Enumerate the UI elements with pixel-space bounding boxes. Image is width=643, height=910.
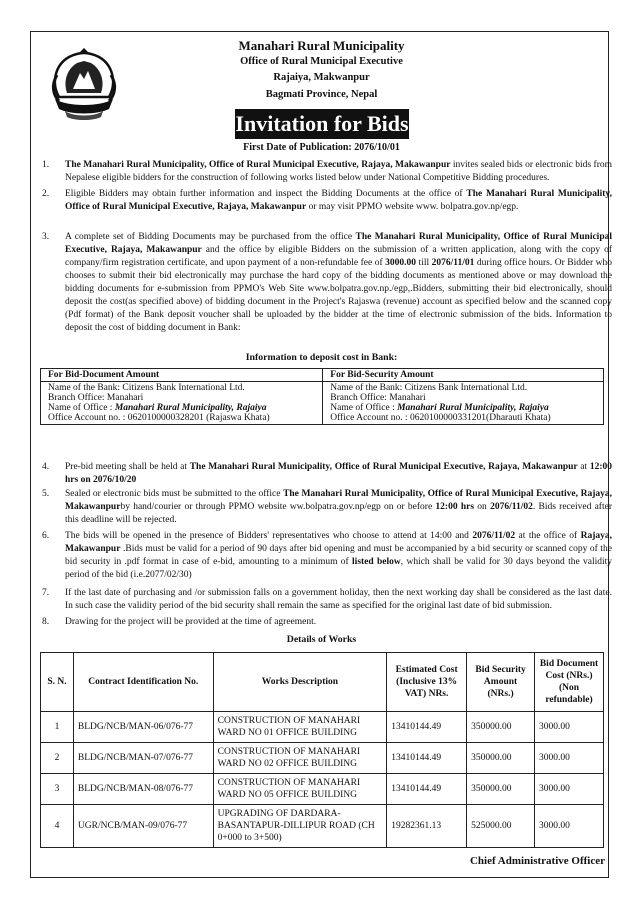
document-cost-cell: 3000.00: [535, 743, 604, 774]
description-cell: CONSTRUCTION OF MANAHARI WARD NO 01 OFFICE BUILDING: [213, 712, 387, 743]
table-row: [41, 805, 604, 848]
works-heading: Details of Works: [286, 634, 357, 645]
sn-cell: 1: [41, 712, 74, 743]
document-cost-cell: 3000.00: [535, 805, 604, 848]
estimated-cost-cell: 13410144.49: [387, 774, 467, 805]
header-sn: S. N.: [41, 653, 74, 712]
clause-text: If the last date of purchasing and /or submission falls on a government holiday, then the next working day shall be considered as the last date. In such case the validity period of the bid security shall remain the same as specified for the original last date of bid submission.: [65, 588, 612, 611]
clause-text: Pre-bid meeting shall be held at: [65, 462, 190, 472]
clause-5: [42, 488, 612, 527]
clause-bold: 3000.00: [385, 258, 417, 268]
clause-bold: Rajaya, Makawanpur: [65, 531, 612, 554]
clause-text: or may visit PPMO website www. bolpatra.gov.np/egp.: [306, 202, 519, 212]
clause-number: 1.: [42, 160, 50, 170]
bid-security-cell: 350000.00: [467, 712, 535, 743]
bid-security-cell: 350000.00: [467, 774, 535, 805]
branch-office: Branch Office: Manahari: [48, 393, 144, 403]
bid-security-amount-header: For Bid-Security Amount: [323, 369, 604, 382]
bid-security-cell: 525000.00: [467, 805, 535, 848]
office-value: Manahari Rural Municipality, Rajaiya: [114, 403, 267, 413]
bid-document-amount-header: For Bid-Document Amount: [41, 369, 323, 382]
clause-6: [42, 530, 612, 582]
contract-id-cell: BLDG/NCB/MAN-08/076-77: [73, 774, 213, 805]
clause-text: . Bids received after this deadline will be rejected.: [65, 502, 612, 525]
branch-office: Branch Office: Manahari: [330, 393, 426, 403]
account-number: Office Account no. : 0620100000331201(Dharauti Khata): [330, 413, 551, 423]
clause-bold: 2076/11/02: [490, 502, 533, 512]
bid-security-cell: 350000.00: [467, 743, 535, 774]
clause-number: 8.: [42, 617, 50, 627]
table-row: [41, 774, 604, 805]
bank-info-table: [40, 368, 604, 425]
document-cost-cell: 3000.00: [535, 774, 604, 805]
clause-number: 3.: [42, 232, 50, 242]
clause-bold: 12:00 hrs on 2076/10/20: [65, 462, 613, 485]
sn-cell: 4: [41, 805, 74, 848]
clause-text: Eligible Bidders may obtain further information and inspect the Bidding Documents at the office of: [65, 189, 467, 199]
clause-number: 5.: [42, 489, 50, 499]
office-label: Name of Office :: [330, 403, 398, 413]
description-cell: CONSTRUCTION OF MANAHARI WARD NO 05 OFFICE BUILDING: [213, 774, 387, 805]
office-value: Manahari Rural Municipality, Rajaiya: [397, 403, 549, 413]
clause-text: at: [577, 462, 590, 472]
bank-name: Name of the Bank: Citizens Bank International Ltd.: [48, 383, 245, 393]
clause-bold: 12:00 hrs: [435, 502, 475, 512]
header-contract-id: Contract Identification No.: [73, 653, 213, 712]
clause-bold: 2076/11/02: [472, 531, 516, 541]
account-number: Office Account no. : 0620100000328201 (Rajaswa Khata): [48, 413, 270, 423]
notice-title: Invitation for Bids: [235, 109, 409, 139]
document-cost-cell: 3000.00: [535, 712, 604, 743]
bank-info-heading: Information to deposit cost in Bank:: [245, 352, 398, 363]
clause-text: .Bids must be valid for a period of 90 days after bid opening and must be accompanied by a bid security or scanned copy of the bid security in .pdf format in case of e-bid, amounting to a minimum of: [65, 544, 612, 567]
clause-text: , which shall be valid for 30 days beyond the validity period of the bid (i.e.2077/02/30): [65, 557, 613, 580]
clause-number: 2.: [42, 189, 50, 199]
clause-text: during office hours. Or Bidder who chooses to submit their bid electronically may purchase the hard copy of the bidding documents as mentioned above or may download the bidding documents for e-submission from PPMO's Web Site www.bolpatra.gov.np./egp,.Bidders, submitting their bid electronically, should deposit the cost(as specified above) of bidding document in the Project's Rajaswa (revenue) account as specified below and the scanned copy (Pdf format) of the Bank deposit voucher shall be uploaded by the bidder at the time of electronic submission of the bids. Information to deposit the cost of bidding document in Bank:: [65, 258, 612, 333]
clause-bold: The Manahari Rural Municipality, Office of Rural Municipal Executive, Rajaya, Makawanpur: [65, 189, 612, 212]
clause-text: by hand/courier or through PPMO website ww.bolpatra.gov.np/egp on or before: [120, 502, 436, 512]
works-table: [40, 652, 604, 848]
clause-number: 7.: [42, 588, 50, 598]
province-name: Bagmati Province, Nepal: [265, 89, 378, 100]
bid-document-bank-cell: [41, 382, 323, 425]
clause-number: 6.: [42, 531, 50, 541]
clause-8: [42, 616, 612, 629]
estimated-cost-cell: 19282361.13: [387, 805, 467, 848]
description-cell: CONSTRUCTION OF MANAHARI WARD NO 02 OFFICE BUILDING: [213, 743, 387, 774]
office-location: Rajaiya, Makwanpur: [273, 72, 370, 83]
office-label: Name of Office :: [48, 403, 115, 413]
works-header-row: [41, 653, 604, 712]
table-row: [41, 712, 604, 743]
clause-3: [42, 231, 612, 335]
sn-cell: 3: [41, 774, 74, 805]
clause-number: 4.: [42, 462, 50, 472]
contract-id-cell: BLDG/NCB/MAN-06/076-77: [73, 712, 213, 743]
bank-name: Name of the Bank: Citizens Bank International Ltd.: [330, 383, 528, 393]
clause-text: Drawing for the project will be provided at the time of agreement.: [65, 617, 317, 627]
contract-id-cell: BLDG/NCB/MAN-07/076-77: [73, 743, 213, 774]
clause-bold: 2076/11/01: [431, 258, 475, 268]
clause-text: invites sealed bids or electronic bids from Nepalese eligible bidders for the construction of following works listed below under National Competitive Bidding procedures.: [65, 160, 613, 183]
estimated-cost-cell: 13410144.49: [387, 743, 467, 774]
header-estimated-cost: Estimated Cost (Inclusive 13% VAT) NRs.: [387, 653, 467, 712]
office-name-line: [330, 403, 596, 413]
contract-id-cell: UGR/NCB/MAN-09/076-77: [73, 805, 213, 848]
clause-7: [42, 587, 612, 613]
clause-2: [42, 188, 612, 214]
clause-text: at the office of: [515, 531, 581, 541]
clause-1: [42, 159, 612, 185]
signatory-title: Chief Administrative Officer: [469, 855, 605, 867]
header-bid-security: Bid Security Amount (NRs.): [467, 653, 535, 712]
clause-text: Sealed or electronic bids must be submitted to the office: [65, 489, 284, 499]
estimated-cost-cell: 13410144.49: [387, 712, 467, 743]
sn-cell: 2: [41, 743, 74, 774]
clause-bold: The Manahari Rural Municipality, Office of Rural Municipal Executive, Rajaya, Makawanpur: [65, 160, 451, 170]
office-name-line: [48, 403, 315, 413]
table-row: [41, 743, 604, 774]
clause-4: [42, 461, 612, 487]
clause-bold: The Manahari Rural Municipality, Office of Rural Municipal Executive, Rajaya, Makawanpur: [189, 462, 578, 472]
bid-security-bank-cell: [323, 382, 604, 425]
clause-text: till: [416, 258, 432, 268]
publication-date: First Date of Publication: 2076/10/01: [243, 142, 400, 153]
clause-text: on: [474, 502, 491, 512]
clause-text: A complete set of Bidding Documents may be purchased from the office: [65, 232, 356, 242]
municipality-name: Manahari Rural Municipality: [238, 38, 405, 53]
header-works-description: Works Description: [213, 653, 387, 712]
clause-bold: The Manahari Rural Municipality, Office of Rural Municipal Executive, Rajaya, Makawanpur: [65, 489, 612, 512]
description-cell: UPGRADING OF DARDARA-BASANTAPUR-DILLIPUR ROAD (CH 0+000 to 3+500): [213, 805, 387, 848]
office-name: Office of Rural Municipal Executive: [240, 56, 403, 67]
clause-bold: listed below: [352, 557, 401, 567]
clause-text: and the office by eligible Bidders on the submission of a written application, along with the copy of company/firm registration certificate, and upon payment of a non-refundable fee of: [65, 245, 612, 268]
clause-bold: The Manahari Rural Municipality, Office of Rural Municipal Executive, Rajaya, Makawanpur: [65, 232, 612, 255]
header-bid-document-cost: Bid Document Cost (NRs.) (Non refundable): [535, 653, 604, 712]
clause-text: The bids will be opened in the presence of Bidders' representatives who choose to attend at 14:00 and: [65, 531, 473, 541]
